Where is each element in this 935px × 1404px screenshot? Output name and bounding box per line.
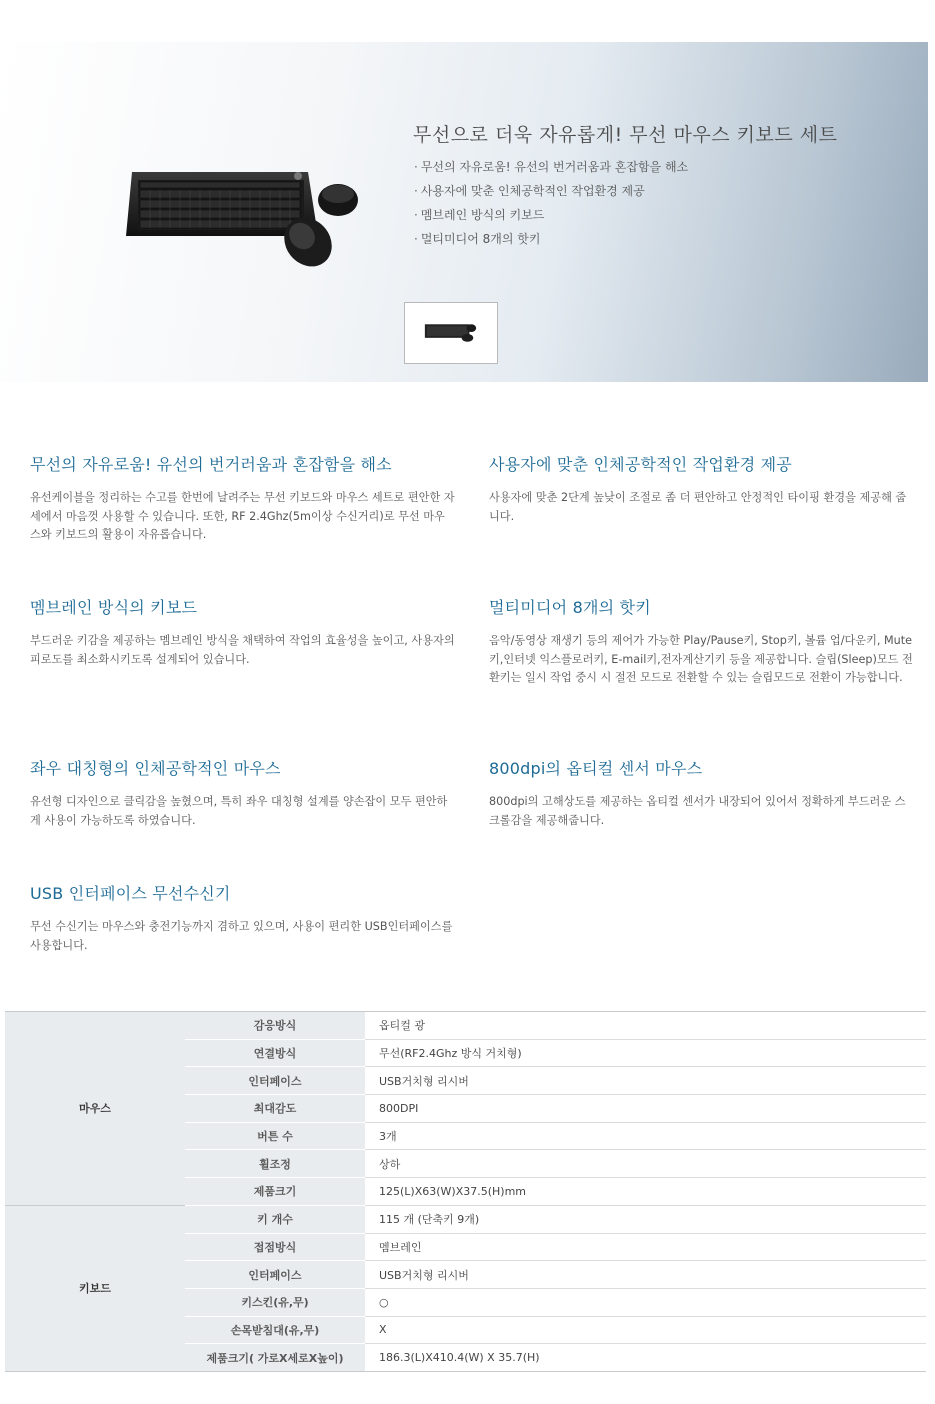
highlight-item: · 무선의 자유로움! 유선의 번거러움과 혼잡함을 해소: [414, 158, 688, 182]
spec-label: 인터페이스: [185, 1067, 365, 1095]
spec-group-keyboard: 키보드: [5, 1205, 185, 1371]
spec-value: 115 개 (단축키 9개): [365, 1205, 926, 1233]
spec-label: 제품크기: [185, 1178, 365, 1206]
feature-ergonomic-environment: [489, 452, 914, 526]
feature-text: 800dpi의 고해상도를 제공하는 옵티컬 센서가 내장되어 있어서 정확하게 부드러운 스크롤감을 제공해줍니다.: [489, 795, 906, 827]
feature-text: 유선케이블을 정리하는 수고를 한번에 날려주는 무선 키보드와 마우스 세트로 편안한 자세에서 마음껏 사용할 수 있습니다. 또한, RF 2.4Ghz(5m이상 수신거리)로 무선 마우스와 키보드의 활용이 자유롭습니다.: [30, 491, 455, 541]
feature-text: 부드러운 키감을 제공하는 멤브레인 방식을 채택하여 작업의 효율성을 높이고, 사용자의 피로도를 최소화시키도록 설계되어 있습니다.: [30, 634, 455, 666]
highlight-item: · 멀티미디어 8개의 핫키: [414, 230, 688, 254]
thumbnail-image: [405, 303, 497, 363]
table-row: [5, 1012, 926, 1040]
product-hero: [0, 42, 928, 382]
spec-table: [5, 1011, 926, 1372]
product-thumbnail[interactable]: [404, 302, 498, 364]
feature-text: 유선형 디자인으로 클릭감을 높혔으며, 특히 좌우 대칭형 설계를 양손잡이 모두 편안하게 사용이 가능하도록 하였습니다.: [30, 795, 448, 827]
spec-label: 버튼 수: [185, 1122, 365, 1150]
spec-value: 125(L)X63(W)X37.5(H)mm: [365, 1178, 926, 1206]
feature-title: 멤브레인 방식의 키보드: [30, 598, 198, 617]
spec-value: ○: [365, 1288, 926, 1316]
feature-title: 800dpi의 옵티컬 센서 마우스: [489, 759, 703, 778]
feature-usb-receiver: [30, 881, 455, 955]
spec-label: 접점방식: [185, 1233, 365, 1261]
spec-value: 무선(RF2.4Ghz 방식 거치형): [365, 1039, 926, 1067]
spec-label: 키 개수: [185, 1205, 365, 1233]
spec-value: 옵티컬 광: [365, 1012, 926, 1040]
feature-title: USB 인터페이스 무선수신기: [30, 884, 231, 903]
spec-label: 연결방식: [185, 1039, 365, 1067]
spec-label: 키스킨(유,무): [185, 1288, 365, 1316]
spec-label: 손목받침대(유,무): [185, 1316, 365, 1344]
spec-label: 감응방식: [185, 1012, 365, 1040]
feature-title: 멀티미디어 8개의 핫키: [489, 598, 651, 617]
feature-optical-sensor: [489, 756, 914, 830]
keyboard-mouse-product-image: [120, 164, 360, 274]
product-highlights: [414, 158, 688, 254]
feature-wireless-freedom: [30, 452, 455, 545]
spec-value: 186.3(L)X410.4(W) X 35.7(H): [365, 1344, 926, 1372]
feature-symmetric-mouse: [30, 756, 455, 830]
spec-group-mouse: 마우스: [5, 1012, 185, 1206]
spec-label: 최대감도: [185, 1095, 365, 1123]
spec-value: X: [365, 1316, 926, 1344]
spec-value: USB거치형 리시버: [365, 1261, 926, 1289]
feature-text: 사용자에 맞춘 2단계 높낮이 조절로 좀 더 편안하고 안정적인 타이핑 환경을 제공해 줍니다.: [489, 491, 907, 523]
feature-title: 무선의 자유로움! 유선의 번거러움과 혼잡함을 해소: [30, 455, 392, 474]
feature-text: 음악/동영상 재생기 등의 제어가 가능한 Play/Pause키, Stop키, 볼륨 업/다운키, Mute키,인터넷 익스플로러키, E-mail키,전자계산기키 등을 제공합니다. 슬립(Sleep)모드 전환키는 일시 작업 중시 시 절전 모드로 전환할 수 있는 슬립모드로 전환이 가능합니다.: [489, 634, 913, 684]
table-row: [5, 1205, 926, 1233]
feature-multimedia-hotkeys: [489, 595, 914, 688]
highlight-item: · 멤브레인 방식의 키보드: [414, 206, 688, 230]
feature-title: 사용자에 맞춘 인체공학적인 작업환경 제공: [489, 455, 792, 474]
spec-label: 휠조정: [185, 1150, 365, 1178]
spec-value: USB거치형 리시버: [365, 1067, 926, 1095]
spec-label: 인터페이스: [185, 1261, 365, 1289]
spec-label: 제품크기( 가로X세로X높이): [185, 1344, 365, 1372]
product-headline: 무선으로 더욱 자유롭게! 무선 마우스 키보드 세트: [413, 124, 838, 146]
feature-title: 좌우 대칭형의 인체공학적인 마우스: [30, 759, 281, 778]
spec-value: 3개: [365, 1122, 926, 1150]
highlight-item: · 사용자에 맞춘 인체공학적인 작업환경 제공: [414, 182, 688, 206]
spec-value: 상하: [365, 1150, 926, 1178]
feature-membrane-keyboard: [30, 595, 455, 669]
feature-text: 무선 수신기는 마우스와 충전기능까지 겸하고 있으며, 사용이 편리한 USB인터페이스를 사용합니다.: [30, 920, 453, 952]
spec-value: 800DPI: [365, 1095, 926, 1123]
spec-value: 멤브레인: [365, 1233, 926, 1261]
